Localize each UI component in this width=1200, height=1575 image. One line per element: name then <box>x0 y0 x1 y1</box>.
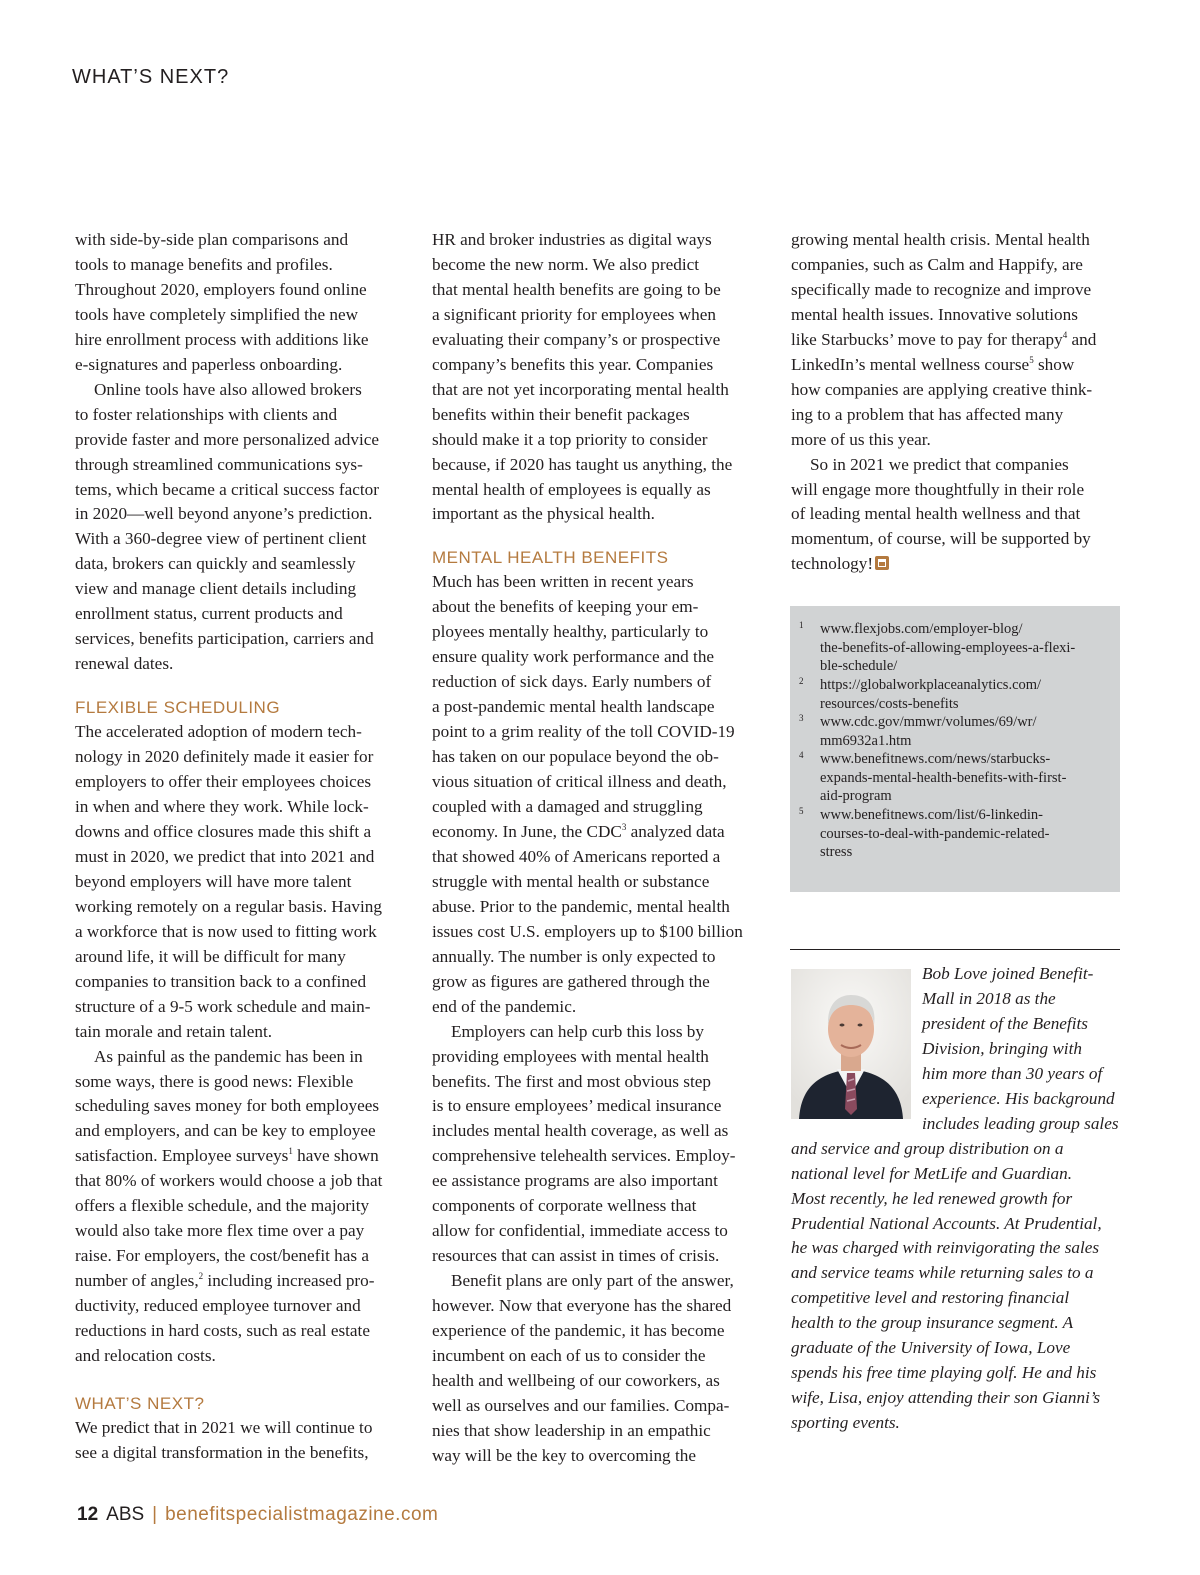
text-line: ee assistance programs are also important <box>432 1171 718 1191</box>
text-line: specifically made to recognize and improve <box>791 279 1092 299</box>
section-header: WHAT’S NEXT? <box>72 66 230 88</box>
footnote-link[interactable]: courses-to-deal-with-pandemic-related- <box>820 825 1050 842</box>
text-line: renewal dates. <box>75 654 174 674</box>
text-line: more of us this year. <box>791 429 931 449</box>
text-line: ensure quality work performance and the <box>432 647 715 667</box>
text-line: beyond employers will have more talent <box>75 871 352 891</box>
text-line: and relocation costs. <box>75 1345 216 1365</box>
text-line: through streamlined communications sys- <box>75 454 363 474</box>
article-column-2 <box>432 228 762 1469</box>
text-line: nology in 2020 definitely made it easier for <box>75 747 374 767</box>
paragraph <box>75 378 405 677</box>
text-line: Most recently, he led renewed growth for <box>791 1188 1073 1208</box>
subheading-flexible-scheduling: FLEXIBLE SCHEDULING <box>75 698 281 718</box>
subheading-whats-next: WHAT’S NEXT? <box>75 1393 205 1413</box>
text-line: hire enrollment process with additions like <box>75 329 369 349</box>
text-line: downs and office closures made this shift a <box>75 821 372 841</box>
footnote-link[interactable]: stress <box>820 844 853 861</box>
text-line: graduate of the University of Iowa, Love <box>791 1338 1071 1358</box>
text-line: The accelerated adoption of modern tech- <box>75 722 362 742</box>
footnote-ref-1[interactable]: 1 <box>288 1146 293 1157</box>
text-line: abuse. Prior to the pandemic, mental health <box>432 896 730 916</box>
end-of-article-icon <box>875 556 889 570</box>
text-line: reduction of sick days. Early numbers of <box>432 672 712 692</box>
footnotes-box <box>790 606 1120 892</box>
text-line: like Starbucks’ move to pay for therapy$^4$ and <box>791 329 1097 349</box>
footnote-ref-4[interactable]: 4 <box>1062 329 1068 340</box>
text-line: vious situation of critical illness and death, <box>432 772 727 792</box>
text-line: technology! <box>791 552 1121 577</box>
text-line: tems, which became a critical success factor <box>75 479 379 499</box>
footnote-link[interactable]: www.cdc.gov/mmwr/volumes/69/wr/ <box>820 714 1037 730</box>
text-line: competitive level and restoring financial <box>791 1288 1070 1308</box>
text-line: e-signatures and paperless onboarding. <box>75 354 343 374</box>
text-line: that are not yet incorporating mental health <box>432 379 729 399</box>
text-line: Benefit plans are only part of the answer, <box>451 1271 734 1291</box>
text-line: national level for MetLife and Guardian. <box>791 1163 1073 1183</box>
text-line: that mental health benefits are going to be <box>432 279 721 299</box>
text-line: reductions in hard costs, such as real estate <box>75 1321 370 1341</box>
footnote-ref-3[interactable]: 3 <box>621 821 627 832</box>
text-line: is to ensure employees’ medical insurance <box>432 1096 722 1116</box>
page-footer <box>77 1504 438 1526</box>
text-line: ployees mentally healthy, particularly to <box>432 622 709 642</box>
text-line: offers a flexible schedule, and the majority <box>75 1196 370 1216</box>
author-bio <box>791 962 1126 1436</box>
text-line: in when and where they work. While lock- <box>75 797 369 817</box>
paragraph <box>791 228 1121 453</box>
text-line: see a digital transformation in the benefits, <box>75 1442 369 1462</box>
text-line: components of corporate wellness that <box>432 1196 697 1216</box>
text-line: employers to offer their employees choices <box>75 772 372 792</box>
text-line: and service and group distribution on a <box>791 1138 1064 1158</box>
subheading-mental-health-benefits: MENTAL HEALTH BENEFITS <box>432 548 669 568</box>
text-line: however. Now that everyone has the shared <box>432 1296 732 1316</box>
footnote-link[interactable]: expands-mental-health-benefits-with-first- <box>820 769 1067 786</box>
text-line: benefits within their benefit packages <box>432 404 690 424</box>
footnote-link[interactable]: www.benefitnews.com/news/starbucks- <box>820 751 1051 767</box>
text-line: Bob Love joined Benefit- <box>922 964 1094 983</box>
text-line: mental health issues. Innovative solutions <box>791 304 1078 324</box>
text-line: scheduling saves money for both employees <box>75 1096 380 1116</box>
text-line: and employers, and can be key to employee <box>75 1121 376 1141</box>
text-line: evaluating their company’s or prospective <box>432 329 721 349</box>
text-line: resources that can assist in times of crisis. <box>432 1246 720 1266</box>
footnote-link[interactable]: www.flexjobs.com/employer-blog/ <box>820 621 1023 637</box>
magazine-url[interactable]: benefitspecialistmagazine.com <box>165 1504 439 1525</box>
text-line: should make it a top priority to consider <box>432 429 708 449</box>
text-line: Mall in 2018 as the <box>922 988 1056 1008</box>
text-line: incumbent on each of us to consider the <box>432 1345 706 1365</box>
paragraph <box>75 1045 405 1369</box>
text-line: companies, such as Calm and Happify, are <box>791 254 1083 274</box>
text-line: spends his free time playing golf. He and his <box>791 1363 1097 1383</box>
text-line: company’s benefits this year. Companies <box>432 354 714 374</box>
text-line: Employers can help curb this loss by <box>451 1021 704 1041</box>
text-line: how companies are applying creative think- <box>791 379 1093 399</box>
text-line: around life, it will be difficult for many <box>75 946 346 966</box>
paragraph <box>75 720 405 1044</box>
text-line: a post-pandemic mental health landscape <box>432 697 715 717</box>
text-line: Much has been written in recent years <box>432 572 694 592</box>
text-line: with side-by-side plan comparisons and <box>75 230 349 249</box>
text-line: ductivity, reduced employee turnover and <box>75 1296 361 1316</box>
paragraph <box>791 453 1121 578</box>
text-line: a significant priority for employees when <box>432 304 716 324</box>
text-line: structure of a 9-5 work schedule and main- <box>75 996 371 1016</box>
text-line: provide faster and more personalized advice <box>75 429 379 449</box>
text-line: he was charged with reinvigorating the sales <box>791 1238 1100 1258</box>
footnote-link[interactable]: mm6932a1.htm <box>820 732 912 749</box>
text-line: Prudential National Accounts. At Prudential, <box>791 1213 1102 1233</box>
footnote-number: 5 <box>799 806 804 816</box>
text-line: way will be the key to overcoming the <box>432 1445 696 1465</box>
text-line: annually. The number is only expected to <box>432 946 716 966</box>
text-line: some ways, there is good news: Flexible <box>75 1071 354 1091</box>
text-line: issues cost U.S. employers up to $100 billion <box>432 921 743 941</box>
text-line: must in 2020, we predict that into 2021 and <box>75 846 375 866</box>
footnote-number: 1 <box>799 620 804 630</box>
bio-divider <box>790 949 1120 950</box>
text-line: comprehensive telehealth services. Employ- <box>432 1146 736 1166</box>
text-line: nies that show leadership in an empathic <box>432 1420 711 1440</box>
text-line: economy. In June, the CDC$^3$ analyzed data <box>432 821 725 841</box>
text-line: health and wellbeing of our coworkers, as <box>432 1370 720 1390</box>
text-line: health to the group insurance segment. A <box>791 1313 1074 1333</box>
text-line: a workforce that is now used to fitting work <box>75 921 377 941</box>
text-line: growing mental health crisis. Mental health <box>791 230 1090 249</box>
text-line: tools have completely simplified the new <box>75 304 359 324</box>
text-line: in 2020—well beyond anyone’s prediction. <box>75 504 373 524</box>
text-line: data, brokers can quickly and seamlessly <box>75 554 356 574</box>
text-line: We predict that in 2021 we will continue to <box>75 1417 373 1437</box>
text-line: Online tools have also allowed brokers <box>94 379 362 399</box>
text-line: tain morale and retain talent. <box>75 1021 273 1041</box>
text-line: sporting events. <box>791 1413 900 1433</box>
text-line: tools to manage benefits and profiles. <box>75 254 333 274</box>
text-line: HR and broker industries as digital ways <box>432 230 712 249</box>
text-line: coupled with a damaged and struggling <box>432 797 703 817</box>
text-line: struggle with mental health or substance <box>432 871 710 891</box>
footnote-link[interactable]: the-benefits-of-allowing-employees-a-flexi- <box>820 639 1076 656</box>
text-line: wife, Lisa, enjoy attending their son Gianni’s <box>791 1388 1101 1408</box>
footnote-number: 4 <box>799 750 804 760</box>
page-number: 12 <box>77 1504 99 1525</box>
article-column-1 <box>75 228 405 1466</box>
text-line: Throughout 2020, employers found online <box>75 279 367 299</box>
text-line: that 80% of workers would choose a job that <box>75 1171 383 1191</box>
footer-separator: | <box>152 1504 158 1525</box>
text-line: momentum, of course, will be supported by <box>791 529 1091 549</box>
text-line: LinkedIn’s mental wellness course$^5$ show <box>791 354 1075 374</box>
footnote-link[interactable]: resources/costs-benefits <box>820 695 959 712</box>
text-line: includes leading group sales <box>922 1113 1119 1133</box>
text-line: of leading mental health wellness and that <box>791 504 1081 524</box>
text-line: number of angles,$^2$ including increased pro- <box>75 1271 375 1291</box>
footnote-link[interactable]: www.benefitnews.com/list/6-linkedin- <box>820 807 1043 823</box>
text-line: grow as figures are gathered through the <box>432 971 710 991</box>
text-line: So in 2021 we predict that companies <box>810 454 1069 474</box>
text-line: enrollment status, current products and <box>75 604 343 624</box>
article-column-3 <box>791 228 1121 577</box>
text-line: would also take more flex time over a pay <box>75 1221 365 1241</box>
footnote-link[interactable]: aid-program <box>820 788 892 805</box>
text-line: working remotely on a regular basis. Having <box>75 896 382 916</box>
footnote-ref-2[interactable]: 2 <box>198 1271 204 1282</box>
footnote-link[interactable]: https://globalworkplaceanalytics.com/ <box>820 677 1042 693</box>
text-line: president of the Benefits <box>922 1013 1088 1033</box>
text-line: benefits. The first and most obvious step <box>432 1071 711 1091</box>
text-line: will engage more thoughtfully in their role <box>791 479 1085 499</box>
text-line: to foster relationships with clients and <box>75 404 338 424</box>
text-line: important as the physical health. <box>432 504 655 524</box>
paragraph <box>75 1416 405 1466</box>
footnote-ref-5[interactable]: 5 <box>1029 354 1034 365</box>
text-line: him more than 30 years of <box>922 1063 1103 1083</box>
magazine-abbrev: ABS <box>106 1504 145 1525</box>
text-line: satisfaction. Employee surveys$^1$ have shown <box>75 1146 379 1166</box>
text-line: about the benefits of keeping your em- <box>432 597 699 617</box>
text-line: mental health of employees is equally as <box>432 479 711 499</box>
text-line: end of the pandemic. <box>432 996 577 1016</box>
text-line: raise. For employers, the cost/benefit has a <box>75 1246 370 1266</box>
footnote-number: 2 <box>799 676 804 686</box>
text-line: ing to a problem that has affected many <box>791 404 1064 424</box>
footnote-link[interactable]: ble-schedule/ <box>820 658 898 675</box>
text-line: Division, bringing with <box>922 1038 1082 1058</box>
text-line: services, benefits participation, carriers and <box>75 629 374 649</box>
text-line: has taken on our populace beyond the ob- <box>432 747 719 767</box>
paragraph <box>432 1020 762 1270</box>
paragraph <box>432 570 762 1019</box>
text-line: companies to transition back to a confined <box>75 971 367 991</box>
text-line: that showed 40% of Americans reported a <box>432 846 721 866</box>
text-line: well as ourselves and our families. Compa- <box>432 1395 730 1415</box>
text-line: view and manage client details including <box>75 579 357 599</box>
text-line: allow for confidential, immediate access to <box>432 1221 728 1241</box>
text-line: and service teams while returning sales to a <box>791 1263 1094 1283</box>
text-line: experience. His background <box>922 1088 1115 1108</box>
paragraph <box>432 1269 762 1469</box>
paragraph <box>75 228 405 378</box>
text-line: As painful as the pandemic has been in <box>94 1046 363 1066</box>
text-line: includes mental health coverage, as well as <box>432 1121 729 1141</box>
text-line: experience of the pandemic, it has become <box>432 1321 725 1341</box>
text-line: because, if 2020 has taught us anything, the <box>432 454 733 474</box>
text-line: point to a grim reality of the toll COVID-19 <box>432 722 735 742</box>
text-line: providing employees with mental health <box>432 1046 709 1066</box>
text-line: With a 360-degree view of pertinent client <box>75 529 367 549</box>
text-line: become the new norm. We also predict <box>432 254 700 274</box>
paragraph <box>432 228 762 527</box>
footnote-number: 3 <box>799 713 804 723</box>
